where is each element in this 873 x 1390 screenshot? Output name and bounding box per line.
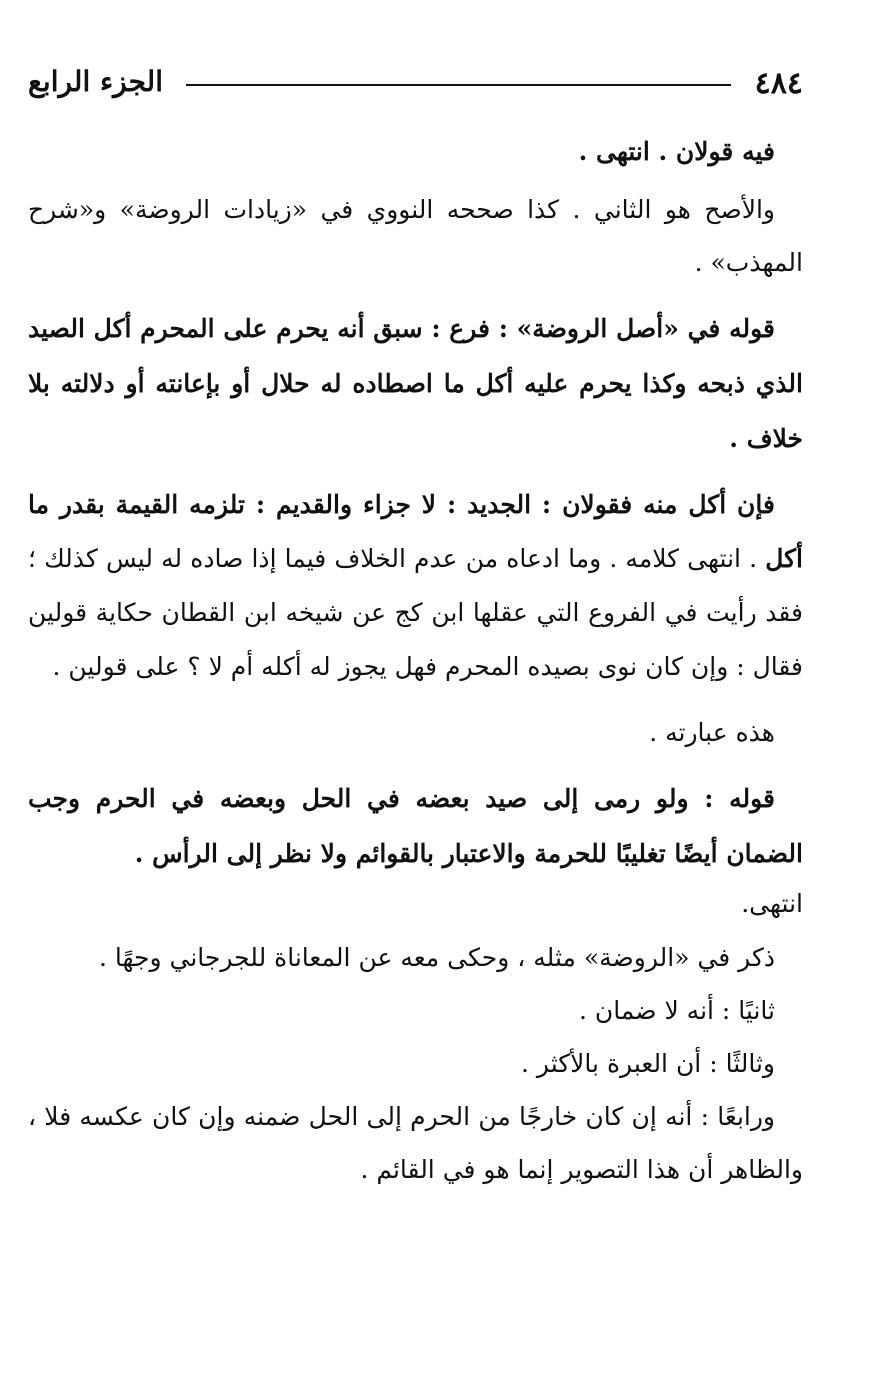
paragraph-6-end: انتهى. (741, 889, 803, 918)
running-title: الجزء الرابع (28, 65, 163, 98)
paragraph-4-continuation: . انتهى كلامه . وما ادعاه من عدم الخلاف فيما إذا صاده له ليس كذلك ؛ فقد رأيت في الفروع التي عقلها ابن كج عن شيخه ابن القطان حكاية قولين فقال : وإن كان نوى بصيده المحرم فهل يجوز له أكله أم لا ؟ على قولين . (28, 544, 803, 681)
paragraph-3: قوله في «أصل الروضة» : فرع : سبق أنه يحرم على المحرم أكل الصيد الذي ذبحه وكذا يحرم عليه أكل ما اصطاده له حلال أو بإعانته أو دلالته بلا خلاف . (28, 314, 803, 453)
paragraph-6: قوله : ولو رمى إلى صيد بعضه في الحل وبعضه في الحرم وجب الضمان أيضًا تغليبًا للحرمة والاعتبار بالقوائم ولا نظر إلى الرأس . (28, 784, 803, 868)
page-header (28, 60, 803, 110)
body-text (28, 124, 803, 1196)
paragraph-4-bold-run: فإن أكل منه فقولان : الجديد : لا جزاء والقديم : تلزمه القيمة بقدر ما أكل (28, 490, 803, 573)
paragraph-4 (28, 478, 803, 694)
paragraph-2: والأصح هو الثاني . كذا صححه النووي في «زيادات الروضة» و«شرح المهذب» . (28, 195, 803, 277)
paragraph-9: وثالثًا : أن العبرة بالأكثر . (521, 1049, 775, 1078)
paragraph-5: هذه عبارته . (649, 718, 775, 747)
page-number: ٤٨٤ (754, 66, 803, 101)
paragraph-8: ثانيًا : أنه لا ضمان . (578, 996, 775, 1025)
paragraph-10: ورابعًا : أنه إن كان خارجًا من الحرم إلى الحل ضمنه وإن كان عكسه فلا ، والظاهر أن هذا التصوير إنما هو في القائم . (28, 1102, 803, 1184)
paragraph-7: ذكر في «الروضة» مثله ، وحكى معه عن المعاناة للجرجاني وجهًا . (98, 943, 775, 972)
header-rule (186, 84, 731, 86)
paragraph-1: فيه قولان . انتهى . (578, 137, 775, 166)
